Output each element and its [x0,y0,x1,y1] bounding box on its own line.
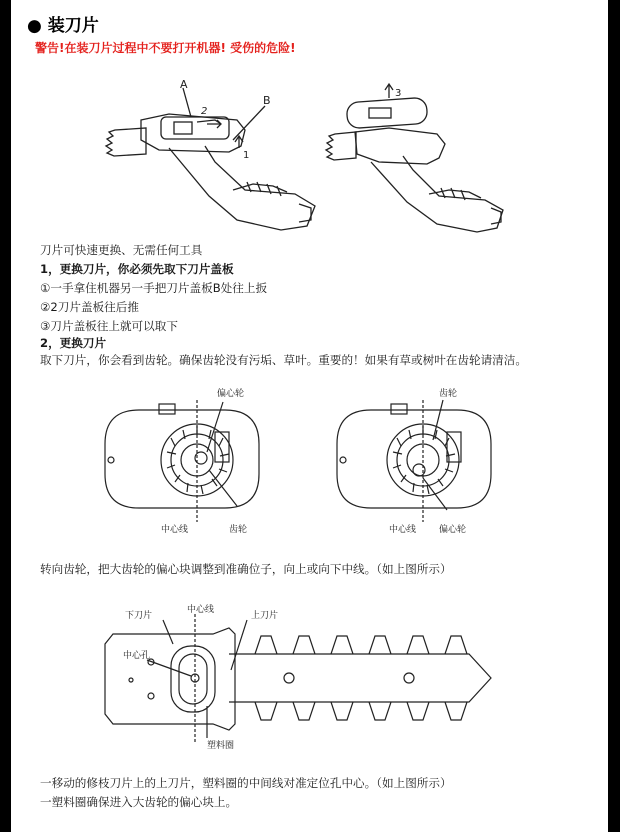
svg-text:2: 2 [201,106,208,117]
svg-text:上刀片: 上刀片 [251,611,279,621]
svg-text:3: 3 [395,88,402,99]
step1-a: ①一手拿住机器另一手把刀片盖板B处往上扳 [40,281,268,295]
svg-text:偏心轮: 偏心轮 [217,389,245,399]
svg-text:偏心轮: 偏心轮 [439,525,467,535]
step1-b: ②2刀片盖板往后推 [40,300,139,314]
svg-text:中心孔: 中心孔 [123,651,151,661]
step1-title: 1，更换刀片，你必须先取下刀片盖板 [40,262,234,276]
svg-text:中心线: 中心线 [187,605,215,615]
gear-alignment-figure [11,382,608,542]
bottom-line-1: 一移动的修枝刀片上的上刀片，塑料圈的中间线对准定位孔中心。（如上图所示） [40,776,452,790]
svg-text:齿轮: 齿轮 [439,389,458,399]
blade-ring-figure [11,600,608,750]
bottom-line-2: 一塑料圈确保进入大齿轮的偏心块上。 [40,795,238,809]
blade-cover-removal-figure [11,70,608,240]
section-title: ● 装刀片 [27,16,99,36]
manual-page [11,0,608,832]
step2-text: 取下刀片，你会看到齿轮。确保齿轮没有污垢、草叶。重要的！如果有草或树叶在齿轮请清洁。 [40,353,527,367]
step1-c: ③刀片盖板往上就可以取下 [40,319,178,333]
turn-gear-text: 转向齿轮，把大齿轮的偏心块调整到准确位子，向上或向下中线。（如上图所示） [40,562,452,576]
step2-title: 2，更换刀片 [40,336,107,350]
svg-text:B: B [263,94,271,107]
svg-text:塑料圈: 塑料圈 [207,741,235,751]
svg-text:中心线: 中心线 [161,525,189,535]
svg-text:A: A [180,78,188,91]
warning-text: 警告!在装刀片过程中不要打开机器! 受伤的危险! [35,41,296,55]
intro-text: 刀片可快速更换、无需任何工具 [40,243,203,257]
svg-text:1: 1 [243,150,250,161]
svg-text:中心线: 中心线 [389,525,417,535]
svg-text:下刀片: 下刀片 [125,611,153,621]
svg-text:齿轮: 齿轮 [229,525,248,535]
